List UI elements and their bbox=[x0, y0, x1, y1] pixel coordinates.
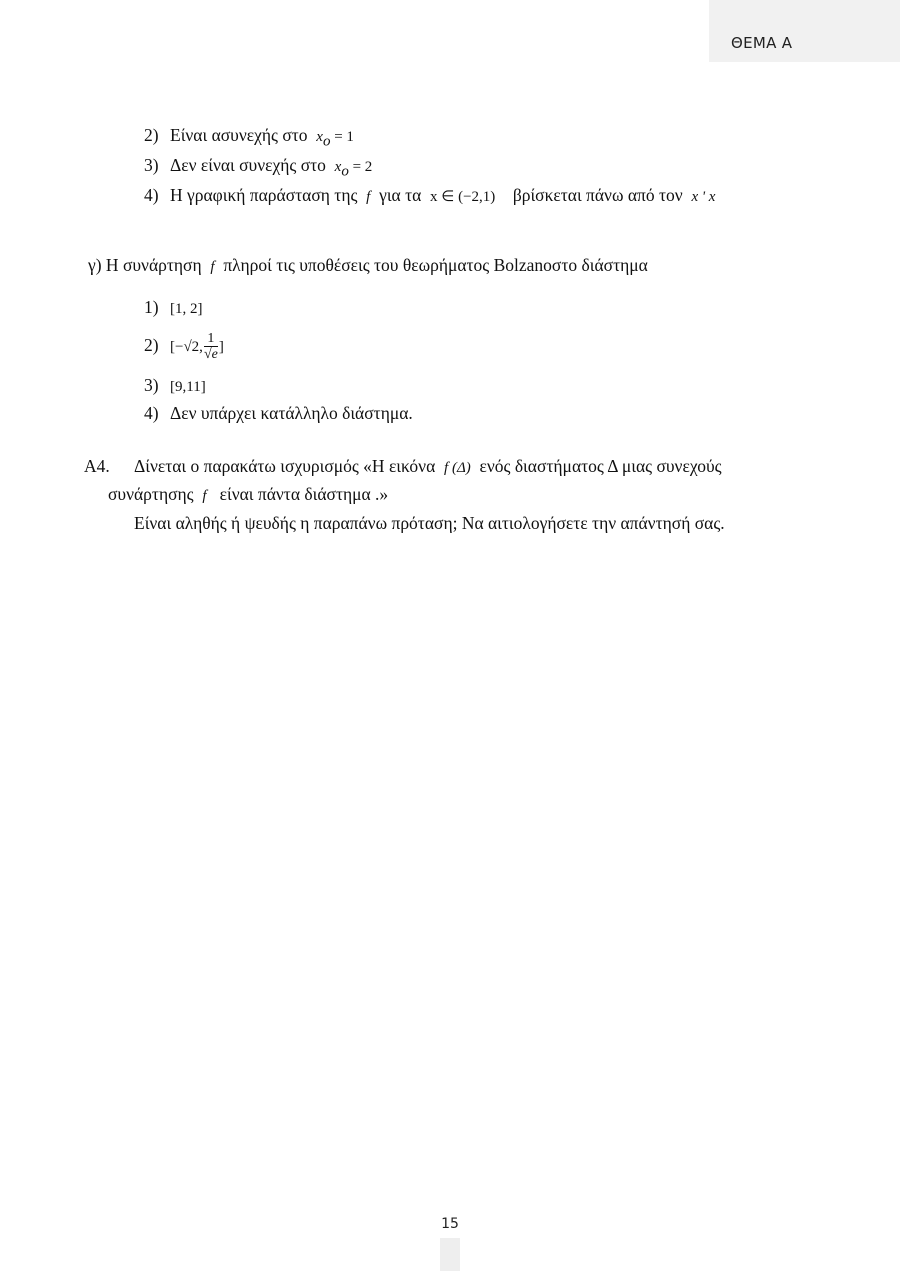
fraction-denominator: √e bbox=[203, 347, 218, 363]
option-c3 bbox=[144, 374, 206, 398]
header-tab bbox=[709, 0, 900, 62]
question-a4-line1 bbox=[84, 455, 722, 479]
question-text: ενός διαστήματος Δ μιας συνεχούς bbox=[479, 456, 722, 476]
option-number: 4) bbox=[144, 185, 159, 205]
option-c4 bbox=[144, 402, 413, 424]
math-f: f bbox=[202, 488, 207, 504]
question-text: Δίνεται ο παρακάτω ισχυρισμός «Η εικόνα bbox=[134, 456, 436, 476]
question-text: συνάρτησης bbox=[108, 484, 194, 504]
option-number: 3) bbox=[144, 375, 159, 395]
fraction-numerator: 1 bbox=[204, 331, 218, 347]
math-var: x bbox=[316, 129, 323, 145]
option-c2 bbox=[144, 330, 224, 362]
section-title: ΘΕΜΑ Α bbox=[731, 34, 793, 52]
page-number: 15 bbox=[441, 1216, 459, 1232]
question-text: είναι πάντα διάστημα .» bbox=[219, 484, 389, 504]
option-b2 bbox=[144, 124, 354, 153]
question-label: Α4. bbox=[84, 456, 110, 476]
option-text: βρίσκεται πάνω από τον bbox=[512, 185, 683, 205]
math-axis: x ' x bbox=[691, 189, 716, 205]
math-var: x bbox=[334, 159, 342, 175]
question-text: Είναι αληθής ή ψευδής η παραπάνω πρόταση; Να αιτιολογήσετε την απάντησή σας. bbox=[134, 513, 725, 533]
math-interval-close: ] bbox=[218, 339, 224, 355]
option-text: Δεν υπάρχει κατάλληλο διάστημα. bbox=[170, 403, 413, 423]
option-b4 bbox=[144, 184, 715, 208]
footer-tab bbox=[440, 1238, 460, 1271]
option-number: 3) bbox=[144, 155, 159, 175]
option-number: 4) bbox=[144, 403, 159, 423]
math-f: f bbox=[210, 259, 215, 275]
math-sub: o bbox=[341, 163, 349, 180]
math-interval: [1, 2] bbox=[170, 301, 203, 317]
option-text: Η γραφική παράσταση της bbox=[170, 185, 358, 205]
math-image: f (Δ) bbox=[444, 460, 471, 476]
math-f: f bbox=[366, 189, 371, 205]
prompt-text: γ) Η συνάρτηση bbox=[88, 255, 202, 275]
math-value: = 2 bbox=[348, 159, 373, 175]
option-text: για τα bbox=[379, 185, 422, 205]
math-sub: o bbox=[322, 133, 331, 150]
math-interval-open: [−√2, bbox=[170, 339, 203, 355]
math-value: = 1 bbox=[330, 129, 354, 145]
math-interval: x ∈ (−2,1) bbox=[430, 189, 496, 205]
question-a4-line3 bbox=[134, 512, 725, 534]
option-b3 bbox=[144, 154, 372, 183]
option-c1 bbox=[144, 296, 203, 320]
fraction bbox=[204, 331, 218, 362]
option-text: Είναι ασυνεχής στο bbox=[170, 125, 308, 145]
prompt-text: πληροί τις υποθέσεις του θεωρήματος Bolzanoστο διάστημα bbox=[223, 255, 648, 275]
math-interval: [9,11] bbox=[170, 379, 206, 395]
option-number: 2) bbox=[144, 125, 159, 145]
question-a4-line2 bbox=[108, 483, 388, 507]
question-c-prompt bbox=[88, 254, 648, 278]
option-number: 1) bbox=[144, 297, 159, 317]
option-text: Δεν είναι συνεχής στο bbox=[170, 155, 326, 175]
option-number: 2) bbox=[144, 335, 159, 355]
